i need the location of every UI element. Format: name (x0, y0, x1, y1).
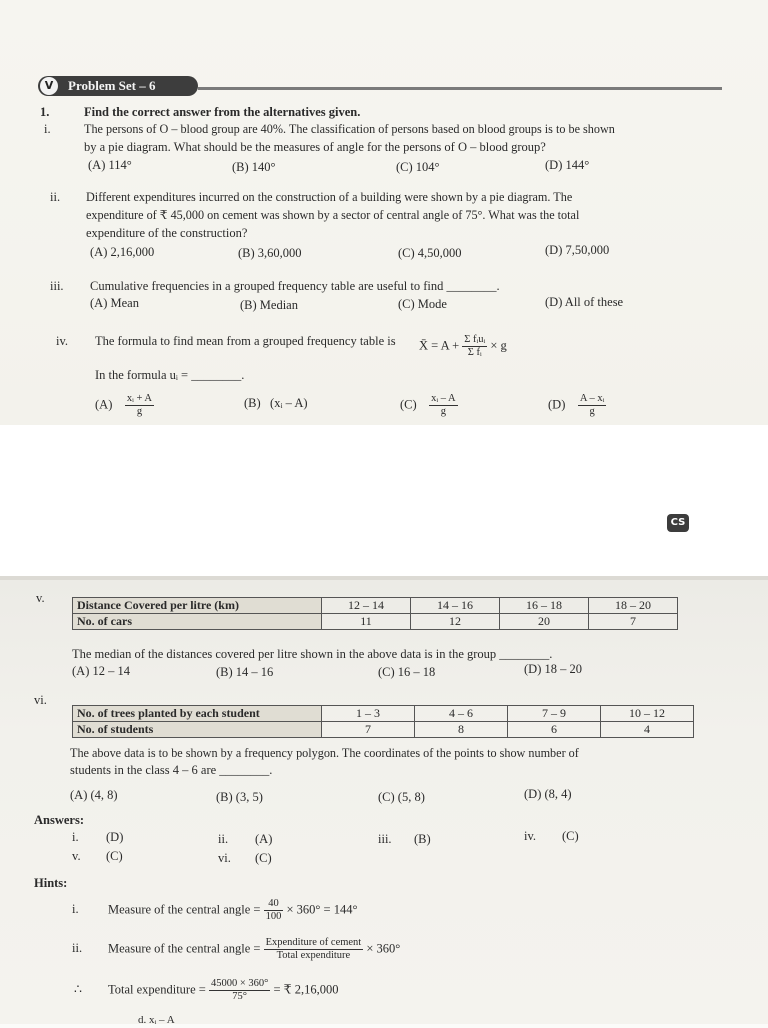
answer-value: (D) (106, 830, 124, 844)
qv-row2-head: No. of cars (73, 614, 322, 630)
qvi-number: vi. (34, 693, 47, 707)
qvi-option-d: (D) (8, 4) (524, 787, 572, 801)
qii-option-d: (D) 7,50,000 (545, 243, 610, 257)
qiv-option-a (95, 393, 154, 418)
qiv-formula-lhs: X̄ = A + (419, 338, 460, 353)
qiv-formula-denominator: Σ fᵢ (467, 347, 482, 358)
qiv-option-b-value: (xᵢ – A) (270, 396, 308, 410)
answer-value: (C) (106, 849, 123, 863)
answer-value: (B) (414, 832, 431, 846)
qiv-option-c (400, 393, 458, 418)
answers-heading: Answers: (34, 813, 84, 827)
hints-heading: Hints: (34, 876, 68, 890)
qvi-option-c: (C) (5, 8) (378, 790, 425, 804)
qiv-option-d-num: A – xᵢ (579, 393, 605, 404)
answer-number: v. (72, 849, 81, 863)
hint1-equation (108, 898, 357, 923)
qiv-option-a-num: xᵢ + A (126, 393, 153, 404)
qvi-row2-cell: 4 (601, 722, 694, 738)
qvi-row2-cell: 8 (415, 722, 508, 738)
qvi-line1: The above data is to be shown by a frequency polygon. The coordinates of the points to show number of (70, 746, 579, 760)
qvi-table (72, 705, 694, 738)
hint3-tail: = ₹ 2,16,000 (273, 982, 339, 997)
qv-row2-cell: 12 (411, 614, 500, 630)
qii-line3: expenditure of the construction? (86, 226, 248, 240)
qiv-option-d-den: g (589, 406, 595, 417)
answer-number: iii. (378, 832, 392, 846)
qvi-row1-cell: 4 – 6 (415, 706, 508, 722)
qv-option-b: (B) 14 – 16 (216, 665, 274, 679)
hint2-equation (108, 937, 400, 962)
qii-line1: Different expenditures incurred on the construction of a building were shown by a pie diagram. The (86, 190, 573, 204)
qi-line2: by a pie diagram. What should be the measures of angle for the persons of O – blood group? (84, 140, 546, 154)
book-icon: V (40, 77, 58, 95)
qv-option-a: (A) 12 – 14 (72, 664, 130, 678)
qiv-text: The formula to find mean from a grouped frequency table is (95, 334, 396, 348)
hint1-fraction (264, 898, 284, 923)
answer-number: ii. (218, 832, 229, 846)
qvi-row1-cell: 10 – 12 (601, 706, 694, 722)
hint1-tail: × 360° = 144° (286, 902, 358, 917)
qiv-option-d-fraction (578, 393, 606, 418)
qiv-option-a-den: g (136, 406, 143, 417)
table-row (73, 722, 694, 738)
qv-row1-cell: 16 – 18 (500, 598, 589, 614)
hint2-fraction (264, 937, 364, 962)
qv-row2-cell: 7 (589, 614, 678, 630)
qv-row1-head: Distance Covered per litre (km) (73, 598, 322, 614)
answer-value: (A) (255, 832, 273, 846)
qiv-option-b-label: (B) (244, 396, 261, 410)
qiii-option-d: (D) All of these (545, 295, 624, 309)
qiv-option-c-label: (C) (400, 397, 417, 412)
qiv-option-d-label: (D) (548, 397, 566, 412)
qvi-line2: students in the class 4 – 6 are ________. (70, 763, 273, 777)
answer-value: (C) (255, 851, 272, 865)
qii-number: ii. (50, 190, 61, 204)
answer-number: i. (72, 830, 79, 844)
qv-row1-cell: 18 – 20 (589, 598, 678, 614)
qiv-formula (419, 334, 507, 359)
hint1-text: Measure of the central angle = (108, 902, 261, 917)
qv-table (72, 597, 678, 630)
qiv-formula-tail: × g (490, 338, 507, 353)
qvi-row2-cell: 7 (322, 722, 415, 738)
hint2-number: ii. (72, 941, 83, 955)
hint3-text: Total expenditure = (108, 982, 206, 997)
qii-line2: expenditure of ₹ 45,000 on cement was shown by a sector of central angle of 75°. What was the total (86, 208, 580, 222)
qiii-option-a: (A) Mean (90, 296, 139, 310)
hint3-fraction-den: 75° (232, 991, 247, 1002)
qi-option-d: (D) 144° (545, 158, 590, 172)
hint3-fraction-num: 45000 × 360° (210, 978, 269, 989)
qiv-number: iv. (56, 334, 69, 348)
qv-option-c: (C) 16 – 18 (378, 665, 436, 679)
banner-pill (38, 76, 198, 96)
qiv-formula-numerator: Σ fᵢuᵢ (464, 334, 486, 345)
banner-title: Problem Set – 6 (68, 78, 156, 93)
qv-option-d: (D) 18 – 20 (524, 662, 582, 676)
qvi-row1-cell: 1 – 3 (322, 706, 415, 722)
qiii-option-c: (C) Mode (398, 297, 447, 311)
qv-text: The median of the distances covered per litre shown in the above data is in the group ________. (72, 647, 553, 661)
qii-option-c: (C) 4,50,000 (398, 246, 462, 260)
qiv-option-c-num: xᵢ – A (431, 393, 456, 404)
hint4-partial: d. xᵢ – A (138, 1014, 175, 1026)
hint3-therefore: ∴ (74, 982, 82, 996)
answer-number: iv. (524, 829, 537, 843)
table-row (73, 706, 694, 722)
qi-option-c: (C) 104° (396, 160, 440, 174)
qiv-option-b (244, 396, 308, 411)
qiv-formula-fraction (462, 334, 487, 359)
table-row (73, 614, 678, 630)
hint1-number: i. (72, 902, 79, 916)
qi-number: i. (44, 122, 51, 136)
hint2-fraction-num: Expenditure of cement (265, 937, 362, 948)
qi-option-b: (B) 140° (232, 160, 276, 174)
qiv-option-c-fraction (429, 393, 457, 418)
qiv-option-a-fraction (125, 393, 154, 418)
qii-option-a: (A) 2,16,000 (90, 245, 155, 259)
hint2-tail: × 360° (366, 941, 401, 956)
qiv-option-d (548, 393, 606, 418)
qii-option-b: (B) 3,60,000 (238, 246, 302, 260)
qiii-text: Cumulative frequencies in a grouped frequency table are useful to find ________. (90, 279, 500, 293)
qv-number: v. (36, 591, 45, 605)
table-row (73, 598, 678, 614)
qiv-line2: In the formula uᵢ = ________. (95, 368, 245, 382)
q1-heading: Find the correct answer from the alternatives given. (84, 105, 361, 119)
hint3-fraction (209, 978, 270, 1003)
blank-area (0, 425, 768, 580)
camscanner-logo-icon: CS (667, 514, 689, 532)
hint2-fraction-den: Total expenditure (276, 950, 351, 961)
qvi-row1-cell: 7 – 9 (508, 706, 601, 722)
problem-set-banner (38, 76, 722, 96)
qvi-row2-head: No. of students (73, 722, 322, 738)
answer-value: (C) (562, 829, 579, 843)
qv-row1-cell: 12 – 14 (322, 598, 411, 614)
qvi-option-b: (B) (3, 5) (216, 790, 263, 804)
answer-number: vi. (218, 851, 231, 865)
qi-option-a: (A) 114° (88, 158, 132, 172)
hint3-equation (108, 978, 338, 1003)
qv-row2-cell: 20 (500, 614, 589, 630)
qi-line1: The persons of O – blood group are 40%. The classification of persons based on blood groups is to be shown (84, 122, 615, 136)
qiii-option-b: (B) Median (240, 298, 298, 312)
qiii-number: iii. (50, 279, 64, 293)
qv-row2-cell: 11 (322, 614, 411, 630)
q1-number: 1. (40, 105, 50, 119)
qvi-row2-cell: 6 (508, 722, 601, 738)
banner-rule (198, 87, 722, 90)
hint1-fraction-den: 100 (265, 911, 282, 922)
qiv-option-c-den: g (440, 406, 447, 417)
qvi-option-a: (A) (4, 8) (70, 788, 118, 802)
qv-row1-cell: 14 – 16 (411, 598, 500, 614)
qiv-option-a-label: (A) (95, 397, 113, 412)
hint1-fraction-num: 40 (264, 898, 284, 911)
hint2-text: Measure of the central angle = (108, 941, 261, 956)
qvi-row1-head: No. of trees planted by each student (73, 706, 322, 722)
